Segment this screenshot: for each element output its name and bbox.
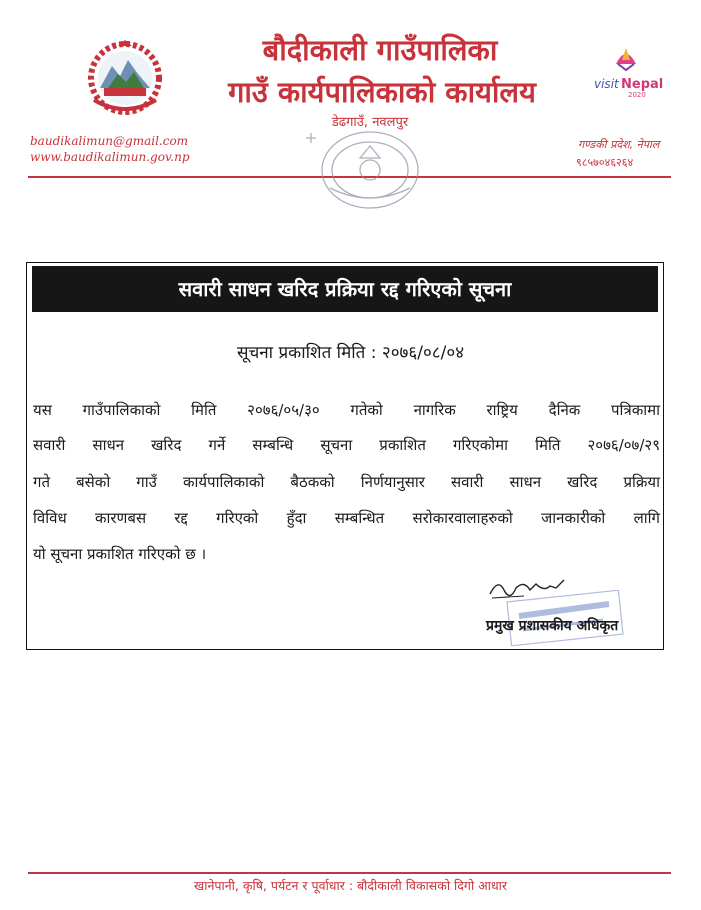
email-address[interactable]: baudikalimun@gmail.com [30, 134, 189, 148]
municipality-title: बौदीकाली गाउँपालिका [262, 33, 498, 67]
phone-number: ९८५७०४६२६४ [576, 156, 634, 169]
office-address: डेढगाउँ, नवलपुर [331, 115, 409, 130]
footer-slogan: खानेपानी, कृषि, पर्यटन र पूर्वाधार : बौदीकाली विकासको दिगो आधार [194, 878, 507, 893]
office-title: गाउँ कार्यपालिकाको कार्यालय [228, 75, 536, 109]
notice-body-line: सवारी साधन खरिद गर्ने सम्बन्धि सूचना प्रकाशित गरिएकोमा मिति २०७६/०७/२९ [33, 436, 660, 454]
svg-text:2020: 2020 [628, 91, 646, 98]
notice-body-line: विविध कारणबस रद्द गरिएको हुँदा सम्बन्धित सरोकारवालाहरुको जानकारीको लागि [33, 509, 660, 527]
visit-nepal-logo [588, 42, 664, 98]
svg-text:visit: visit [594, 77, 619, 91]
official-stamp [300, 128, 425, 214]
notice-body-line: यो सूचना प्रकाशित गरिएको छ । [33, 545, 207, 563]
signatory-title: प्रमुख प्रशासकीय अधिकृत [486, 618, 619, 634]
notice-body-line: गते बसेको गाउँ कार्यपालिकाको बैठकको निर्णयानुसार सवारी साधन खरिद प्रक्रिया [33, 473, 660, 491]
notice-body-line: यस गाउँपालिकाको मिति २०७६/०५/३० गतेको नागरिक राष्ट्रिय दैनिक पत्रिकामा [33, 401, 660, 419]
province-label: गण्डकी प्रदेश, नेपाल [578, 138, 660, 151]
svg-text:Nepal: Nepal [621, 77, 664, 92]
notice-heading: सवारी साधन खरिद प्रक्रिया रद्द गरिएको सूचना [32, 266, 658, 312]
website-link[interactable]: www.baudikalimun.gov.np [30, 150, 190, 164]
footer-divider [28, 872, 671, 874]
nepal-government-emblem [78, 38, 172, 118]
published-date: सूचना प्रकाशित मिति : २०७६/०८/०४ [236, 343, 465, 363]
